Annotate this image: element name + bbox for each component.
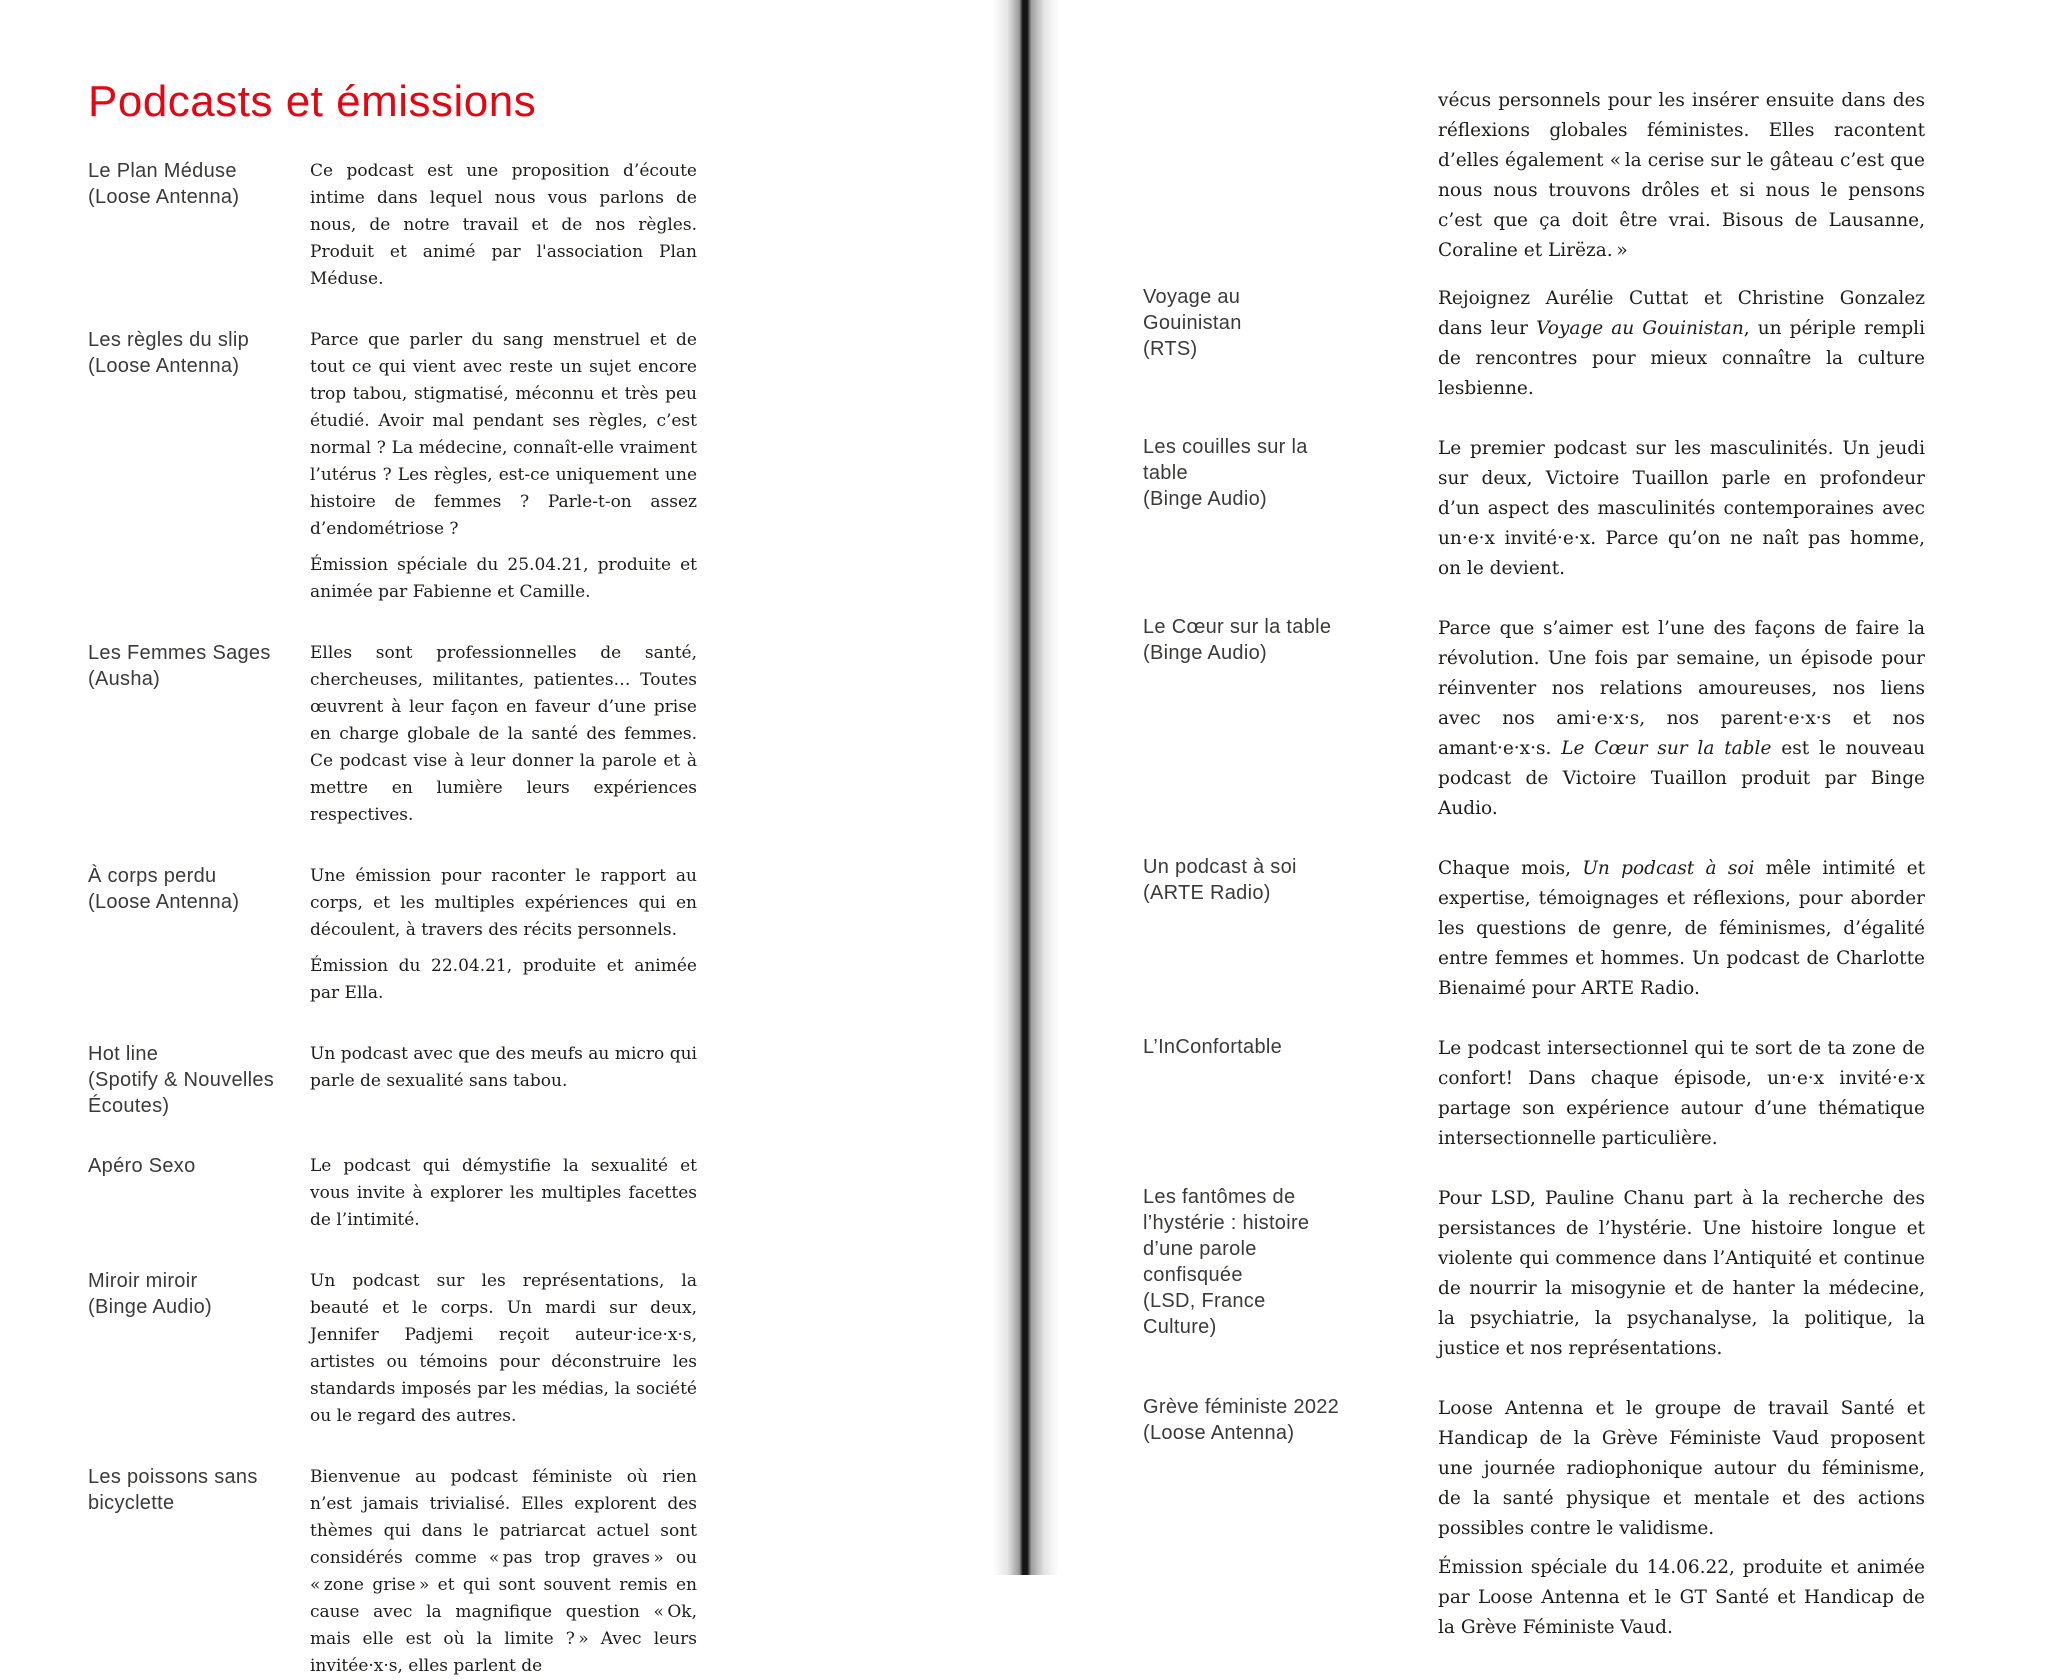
podcast-source: (ARTE Radio) (1143, 882, 1271, 904)
podcast-name-cell (1143, 1394, 1438, 1446)
podcast-source: (LSD, France Culture) (1143, 1290, 1266, 1338)
podcast-entry (88, 1464, 697, 1680)
podcast-source: (Loose Antenna) (1143, 1422, 1295, 1444)
podcast-description-cell (310, 1464, 697, 1680)
podcast-description-paragraph: Émission spéciale du 25.04.21, produite et animée par Fabienne et Camille. (310, 555, 697, 603)
description-text: est le nouveau podcast de Victoire Tuaillon produit par Binge Audio. (1438, 738, 1925, 819)
podcast-source: (Spotify & Nouvelles Écoutes) (88, 1069, 275, 1118)
podcast-name-cell (1143, 854, 1438, 906)
podcast-name: Miroir miroir (88, 1270, 198, 1293)
podcast-description-cell (310, 640, 697, 829)
podcast-description-cell (1438, 854, 1925, 1004)
podcast-name-cell (88, 1153, 310, 1179)
left-page-entry-list (88, 158, 697, 1680)
podcast-description-paragraph: Émission du 22.04.21, produite et animée par Ella. (310, 956, 697, 1004)
podcast-name-cell (88, 1268, 310, 1320)
podcast-description-paragraph: Émission spéciale du 14.06.22, produite et animée par Loose Antenna et le GT Santé et Handicap de la Grève Féministe Vaud. (1438, 1557, 1925, 1638)
podcast-name-cell (1143, 434, 1438, 512)
podcast-description-paragraph: Parce que parler du sang menstruel et de tout ce qui vient avec reste un sujet encore trop tabou, stigmatisé, méconnu et très peu étudié. Avoir mal pendant ses règles, c’est normal ? La médecine, connaît-elle vraiment l’utérus ? Les règles, est-ce uniquement une histoire de femmes ? Parle-t-on assez d’endométriose ? (310, 330, 697, 540)
podcast-entry (1143, 614, 1925, 824)
podcast-description-cell (1438, 434, 1925, 584)
podcast-description-paragraph: Pour LSD, Pauline Chanu part à la recherche des persistances de l’hystérie. Une histoire longue et violente qui commence dans l’Antiquité et continue de nourrir la misogynie et de hanter la médecine, la psychiatrie, la psychanalyse, la politique, la justice et nos représentations. (1438, 1188, 1925, 1359)
podcast-title-italic: Le Cœur sur la table (1561, 738, 1772, 759)
podcast-description-paragraph: Le premier podcast sur les masculinités. Un jeudi sur deux, Victoire Tuaillon parle en profondeur d’un aspect des masculinités contemporaines avec un·e·x invité·e·x. Parce qu’on ne naît pas homme, on le devient. (1438, 438, 1925, 579)
podcast-entry (88, 327, 697, 606)
podcast-name-cell (88, 1464, 310, 1516)
podcast-name: Le Plan Méduse (88, 160, 237, 183)
podcast-description-cell (310, 1153, 697, 1234)
podcast-description-paragraph: Un podcast avec que des meufs au micro qui parle de sexualité sans tabou. (310, 1044, 697, 1092)
podcast-entry (88, 640, 697, 829)
podcast-entry (88, 1268, 697, 1430)
podcast-name: L’InConfortable (1143, 1036, 1283, 1058)
podcast-entry (1143, 1184, 1925, 1364)
podcast-description-paragraph: Loose Antenna et le groupe de travail Santé et Handicap de la Grève Féministe Vaud proposent une journée radiophonique autour du féminisme, de la santé physique et mentale et des actions possibles contre le validisme. (1438, 1398, 1925, 1539)
podcast-name: Voyage au Gouinistan (1143, 286, 1242, 334)
description-text: Chaque mois, (1438, 858, 1583, 879)
podcast-entry (1143, 854, 1925, 1004)
podcast-description-paragraph (1438, 854, 1925, 1004)
podcast-entry (88, 1041, 697, 1119)
podcast-source: (Binge Audio) (88, 1296, 212, 1319)
podcast-name-cell (1143, 1034, 1438, 1060)
podcast-description-paragraph: Un podcast sur les représentations, la beauté et le corps. Un mardi sur deux, Jennifer Padjemi reçoit auteur·ice·x·s, artistes ou témoins pour déconstruire les standards imposés par les médias, la société ou le regard des autres. (310, 1271, 697, 1427)
podcast-title-italic: Voyage au Gouinistan (1536, 318, 1744, 339)
podcast-description-cell (1438, 1184, 1925, 1364)
description-text: , un périple rempli de rencontres pour mieux connaître la culture lesbienne. (1438, 318, 1926, 399)
podcast-source: (Binge Audio) (1143, 642, 1267, 664)
podcast-description-cell (1438, 614, 1925, 824)
podcast-name: À corps perdu (88, 865, 217, 888)
podcast-name-cell (88, 1041, 310, 1119)
podcast-name: Le Cœur sur la table (1143, 616, 1332, 638)
podcast-name: Apéro Sexo (88, 1155, 196, 1178)
podcast-name: Les couilles sur la table (1143, 436, 1308, 484)
podcast-name: Les poissons sans bicyclette (88, 1466, 258, 1515)
podcast-entry (1143, 284, 1925, 404)
right-page-entry-list (1143, 86, 1925, 1643)
podcast-name: Les Femmes Sages (88, 642, 271, 665)
podcast-source: (Ausha) (88, 668, 161, 691)
description-text: Parce que s’aimer est l’une des façons de faire la révolution. Une fois par semaine, un épisode pour réinventer nos relations amoureuses, nos liens avec nos ami·e·x·s, nos parent·e·x·s et nos amant·e·x·s. (1438, 618, 1925, 759)
podcast-description-paragraph (1438, 614, 1925, 824)
podcast-name: Un podcast à soi (1143, 856, 1297, 878)
podcast-entry (1143, 86, 1925, 266)
podcast-entry (1143, 434, 1925, 584)
podcast-entry (88, 1153, 697, 1234)
podcast-name: Les règles du slip (88, 329, 250, 352)
podcast-source: (RTS) (1143, 338, 1198, 360)
podcast-name: Les fantômes de l’hystérie : histoire d’une parole confisquée (1143, 1186, 1310, 1286)
podcast-source: (Loose Antenna) (88, 186, 240, 209)
podcast-name-cell (88, 640, 310, 692)
podcast-description-paragraph: vécus personnels pour les insérer ensuite dans des réflexions globales féministes. Elles racontent d’elles également « la cerise sur le gâteau c’est que nous nous trouvons drôles et si nous le pensons c’est que ça doit être vrai. Bisous de Lausanne, Coraline et Lirëza. » (1438, 90, 1925, 261)
description-text: Rejoignez Aurélie Cuttat et Christine Gonzalez dans leur (1438, 288, 1925, 339)
podcast-entry (1143, 1034, 1925, 1154)
podcast-name: Hot line (88, 1043, 159, 1066)
page-title: Podcasts et émissions (88, 77, 537, 126)
podcast-description-cell (310, 327, 697, 606)
podcast-name: Grève féministe 2022 (1143, 1396, 1340, 1418)
podcast-description-cell (1438, 1394, 1925, 1643)
podcast-description-cell (310, 1041, 697, 1095)
description-text: mêle intimité et expertise, témoignages et réflexions, pour aborder les questions de genre, de féminismes, d’égalité entre femmes et hommes. Un podcast de Charlotte Bienaimé pour ARTE Radio. (1438, 858, 1926, 999)
podcast-name-cell (88, 327, 310, 379)
podcast-description-paragraph: Elles sont professionnelles de santé, chercheuses, militantes, patientes… Toutes œuvrent à leur façon en faveur d’une prise en charge globale de la santé des femmes. Ce podcast vise à leur donner la parole et à mettre en lumière leurs expériences respectives. (310, 643, 697, 826)
podcast-source: (Binge Audio) (1143, 488, 1267, 510)
podcast-description-cell (1438, 86, 1925, 266)
left-page (0, 0, 1025, 1677)
podcast-description-paragraph (1438, 284, 1925, 404)
podcast-description-cell (310, 158, 697, 293)
podcast-description-paragraph: Une émission pour raconter le rapport au corps, et les multiples expériences qui en découlent, à travers des récits personnels. (310, 866, 697, 941)
podcast-entry (88, 863, 697, 1007)
podcast-description-paragraph: Bienvenue au podcast féministe où rien n’est jamais trivialisé. Elles explorent des thèmes qui dans le patriarcat actuel sont considérés comme « pas trop graves » ou « zone grise » et qui sont souvent remis en cause avec la magnifique question « Ok, mais elle est où la limite ? » Avec leurs invitée·x·s, elles parlent de (310, 1467, 697, 1677)
podcast-entry (1143, 1394, 1925, 1643)
podcast-name-cell (1143, 1184, 1438, 1340)
podcast-name-cell (88, 863, 310, 915)
podcast-source: (Loose Antenna) (88, 891, 240, 914)
podcast-description-paragraph: Le podcast intersectionnel qui te sort de ta zone de confort! Dans chaque épisode, un·e·x invité·e·x partage son expérience autour d’une thématique intersectionnelle particulière. (1438, 1038, 1925, 1149)
podcast-description-cell (1438, 284, 1925, 404)
podcast-title-italic: Un podcast à soi (1582, 858, 1755, 879)
podcast-description-cell (1438, 1034, 1925, 1154)
podcast-name-cell (1143, 614, 1438, 666)
right-page (1025, 0, 2048, 1638)
podcast-source: (Loose Antenna) (88, 355, 240, 378)
podcast-description-paragraph: Le podcast qui démystifie la sexualité et vous invite à explorer les multiples facettes de l’intimité. (310, 1156, 697, 1231)
podcast-name-cell (1143, 284, 1438, 362)
podcast-entry (88, 158, 697, 293)
podcast-description-cell (310, 1268, 697, 1430)
podcast-description-paragraph: Ce podcast est une proposition d’écoute intime dans lequel nous vous parlons de nous, de notre travail et de nos règles. Produit et animé par l'association Plan Méduse. (310, 161, 697, 290)
podcast-name-cell (88, 158, 310, 210)
podcast-description-cell (310, 863, 697, 1007)
